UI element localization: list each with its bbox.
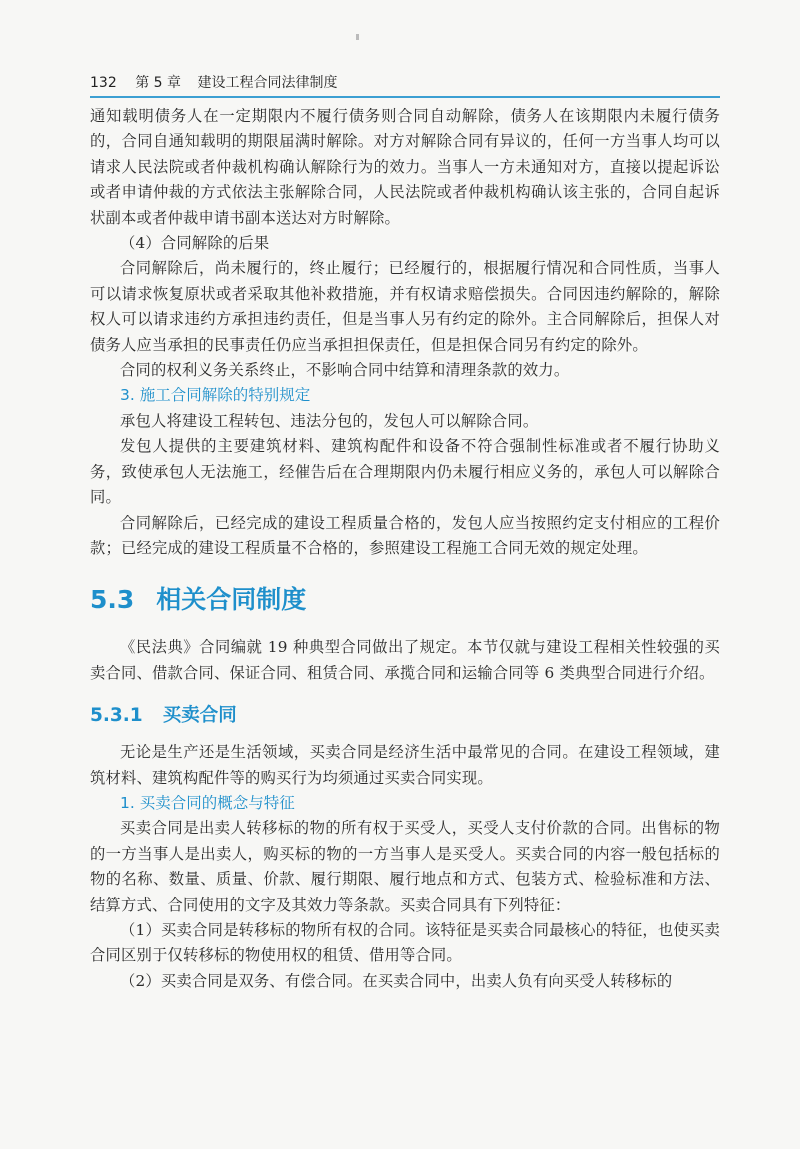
paragraph: （1）买卖合同是转移标的物所有权的合同。该特征是买卖合同最核心的特征，也使买卖合同区别于仅转移标的物使用权的租赁、借用等合同。 <box>90 920 720 965</box>
subsection-title: 买卖合同 <box>162 705 237 727</box>
paragraph: 发包人提供的主要建筑材料、建筑构配件和设备不符合强制性标准或者不履行协助义务，致使承包人无法施工，经催告后在合理期限内仍未履行相应义务的，承包人可以解除合同。 <box>90 437 720 507</box>
paragraph: 通知载明债务人在一定期限内不履行债务则合同自动解除，债务人在该期限内未履行债务的，合同自通知载明的期限届满时解除。对方对解除合同有异议的，任何一方当事人均可以请求人民法院或者仲裁机构确认解除行为的效力。当事人一方未通知对方，直接以提起诉讼或者申请仲裁的方式依法主张解除合同，人民法院或者仲裁机构确认该主张的，合同自起诉状副本或者仲裁申请书副本送达对方时解除。 <box>90 107 720 227</box>
paragraph: 无论是生产还是生活领域，买卖合同是经济生活中最常见的合同。在建设工程领域，建筑材料、建筑构配件等的购买行为均须通过买卖合同实现。 <box>90 743 720 787</box>
chapter-label: 第 5 章 <box>135 75 181 91</box>
paragraph: 合同解除后，已经完成的建设工程质量合格的，发包人应当按照约定支付相应的工程价款；已经完成的建设工程质量不合格的，参照建设工程施工合同无效的规定处理。 <box>90 513 720 557</box>
scan-speck <box>356 34 359 40</box>
section-title: 相关合同制度 <box>156 585 307 615</box>
page-body <box>90 104 720 994</box>
subsection-number: 5.3.1 <box>90 705 143 727</box>
item-heading: （4）合同解除的后果 <box>120 234 270 253</box>
paragraph: 承包人将建设工程转包、违法分包的，发包人可以解除合同。 <box>120 411 539 430</box>
header-rule <box>90 96 720 98</box>
paragraph: （2）买卖合同是双务、有偿合同。在买卖合同中，出卖人负有向买受人转移标的 <box>120 971 673 990</box>
paragraph: 《民法典》合同编就 19 种典型合同做出了规定。本节仅就与建设工程相关性较强的买卖合同、借款合同、保证合同、租赁合同、承揽合同和运输合同等 6 类典型合同进行介绍。 <box>90 638 720 682</box>
subsection-heading: 3. 施工合同解除的特别规定 <box>120 386 311 405</box>
subsection-heading <box>90 702 720 730</box>
chapter-title: 建设工程合同法律制度 <box>197 75 338 91</box>
running-header <box>90 72 730 92</box>
paragraph: 合同解除后，尚未履行的，终止履行；已经履行的，根据履行情况和合同性质，当事人可以请求恢复原状或者采取其他补救措施，并有权请求赔偿损失。合同因违约解除的，解除权人可以请求违约方承担违约责任，但是当事人另有约定的除外。主合同解除后，担保人对债务人应当承担的民事责任仍应当承担担保责任，但是担保合同另有约定的除外。 <box>90 259 720 354</box>
section-heading <box>90 581 720 619</box>
paragraph: 合同的权利义务关系终止，不影响合同中结算和清理条款的效力。 <box>120 361 570 380</box>
subsection-heading: 1. 买卖合同的概念与特征 <box>120 793 295 812</box>
page-number: 132 <box>90 75 117 91</box>
paragraph: 买卖合同是出卖人转移标的物的所有权于买受人，买受人支付价款的合同。出售标的物的一方当事人是出卖人，购买标的物的一方当事人是买受人。买卖合同的内容一般包括标的物的名称、数量、质量、价款、履行期限、履行地点和方式、包装方式、检验标准和方法、结算方式、合同使用的文字及其效力等条款。买卖合同具有下列特征： <box>90 819 720 914</box>
section-number: 5.3 <box>90 585 135 615</box>
